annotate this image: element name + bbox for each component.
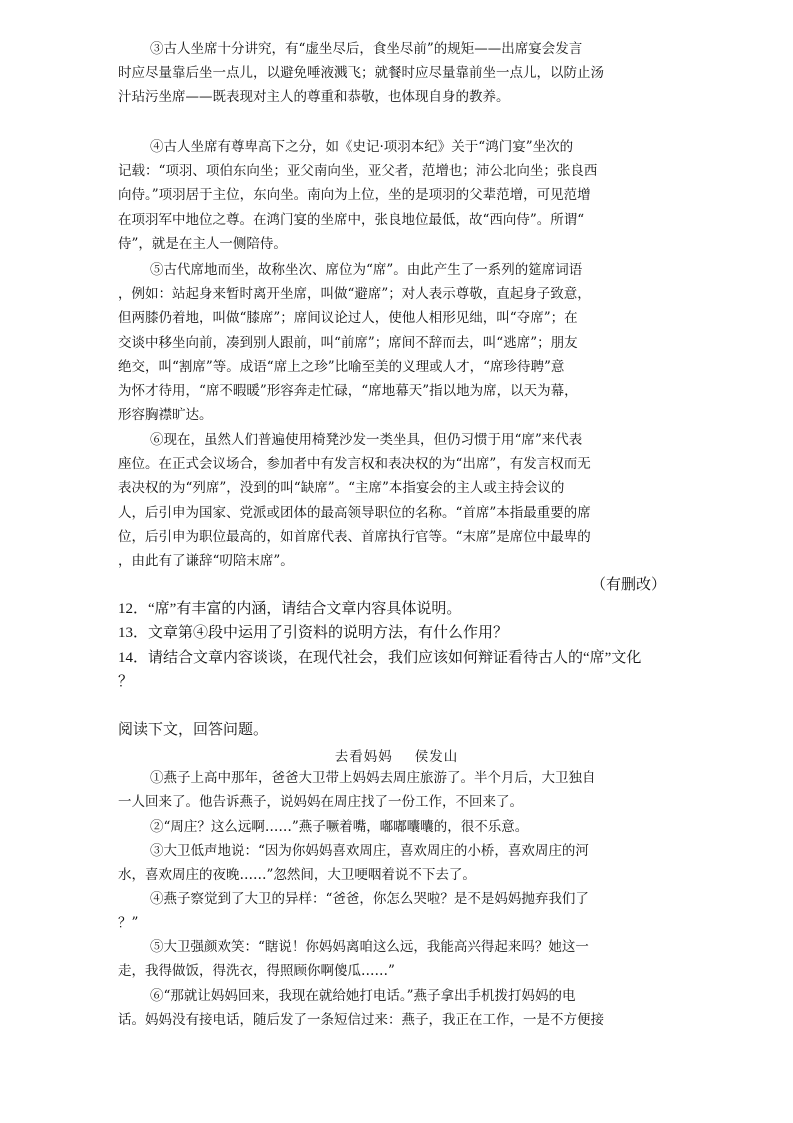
text-line: 为怀才待用，“席不暇暖”形容奔走忙碌，“席地幕天”指以地为席，以天为幕， — [118, 383, 578, 400]
text-line: ⑥现在，虽然人们普遍使用椅凳沙发一类坐具，但仍习惯于用“席”来代表 — [150, 432, 583, 448]
story-author: 侯发山 — [414, 749, 459, 765]
text-line: 水，喜欢周庄的夜晚……”忽然间，大卫哽咽着说不下去了。 — [118, 867, 476, 884]
text-line: 向侍。”项羽居于主位，东向坐。南向为上位，坐的是项羽的父辈范增，可见范增 — [118, 187, 591, 204]
text-line: 在项羽军中地位之尊。在鸿门宴的坐席中，张良地位最低，故“西向侍”。所谓“ — [118, 211, 585, 228]
article-paragraph-5 — [118, 258, 666, 427]
article-paragraph-6 — [118, 428, 666, 573]
story-title — [0, 745, 793, 765]
text-line: 位，后引申为职位最高的，如首席代表、首席执行官等。“末席”是席位中最卑的 — [118, 528, 591, 545]
text-line: 一人回来了。他告诉燕子，说妈妈在周庄找了一份工作，不回来了。 — [118, 794, 523, 811]
section-intro: 阅读下文，回答问题。 — [118, 722, 269, 738]
text-line: 时应尽量靠后坐一点儿，以避免唾液溅飞；就餐时应尽量靠前坐一点儿，以防止汤 — [118, 65, 604, 82]
article-paragraph-3 — [118, 37, 666, 110]
text-line: ，例如：站起身来暂时离开坐席，叫做“避席”；对人表示尊敬，直起身子致意， — [118, 286, 591, 303]
text-line: 绝交，叫“割席”等。成语“席上之珍”比喻至美的义理或人才，“席珍待聘”意 — [118, 358, 565, 375]
source-note: （有删改） — [590, 577, 666, 593]
text-line: 侍”，就是在主人一侧陪侍。 — [118, 235, 287, 252]
text-line: ④古人坐席有尊卑高下之分，如《史记·项羽本纪》关于“鸿门宴”坐次的 — [150, 139, 574, 155]
story-paragraph-5 — [118, 935, 666, 983]
text-line: ？” — [118, 915, 139, 932]
question-14-continued: ？ — [118, 674, 134, 690]
text-line: 记载：“项羽、项伯东向坐；亚父南向坐，亚父者，范增也；沛公北向坐；张良西 — [118, 163, 598, 180]
text-line: ④燕子察觉到了大卫的异样：“爸爸，你怎么哭啦？是不是妈妈抛弃我们了 — [150, 891, 589, 907]
text-line: 话。妈妈没有接电话，随后发了一条短信过来：燕子，我正在工作，一是不方便接 — [118, 1012, 604, 1029]
text-line: ⑤古代席地而坐，故称坐次、席位为“席”。由此产生了一系列的筵席词语 — [150, 262, 583, 278]
text-line: 人，后引申为国家、党派或团体的最高领导职位的名称。“首席”本指最重要的席 — [118, 504, 591, 521]
story-title-text: 去看妈妈 — [334, 749, 393, 765]
text-line: ⑤大卫强颜欢笑：“瞎说！你妈妈离咱这么远，我能高兴得起来吗？她这一 — [150, 939, 589, 955]
story-paragraph-6 — [118, 984, 666, 1032]
text-line: 但两膝仍着地，叫做“膝席”；席间议论过人，使他人相形见绌，叫“夺席”；在 — [118, 310, 578, 327]
text-line: 交谈中移坐向前，凑到别人跟前，叫“前席”；席间不辞而去，叫“逃席”；朋友 — [118, 334, 578, 351]
question-12: 12．“席”有丰富的内涵，请结合文章内容具体说明。 — [118, 601, 462, 617]
question-14: 14．请结合文章内容谈谈，在现代社会，我们应该如何辩证看待古人的“席”文化 — [118, 650, 642, 666]
text-line: ⑥“那就让妈妈回来，我现在就给她打电话。”燕子拿出手机拨打妈妈的电 — [150, 988, 576, 1004]
story-paragraph-2 — [118, 815, 666, 839]
text-line: 走，我得做饭，得洗衣，得照顾你啊傻瓜……” — [118, 963, 395, 980]
text-line: ③大卫低声地说：“因为你妈妈喜欢周庄，喜欢周庄的小桥，喜欢周庄的河 — [150, 843, 589, 859]
text-line: ③古人坐席十分讲究，有“虚坐尽后，食坐尽前”的规矩——出席宴会发言 — [150, 41, 583, 57]
story-paragraph-4 — [118, 887, 666, 935]
story-paragraph-3 — [118, 839, 666, 887]
text-line: 座位。在正式会议场合，参加者中有发言权和表决权的为“出席”，有发言权而无 — [118, 456, 591, 473]
text-line: 形容胸襟旷达。 — [118, 407, 213, 424]
text-line: ①燕子上高中那年，爸爸大卫带上妈妈去周庄旅游了。半个月后，大卫独自 — [150, 770, 596, 786]
text-line: 汁玷污坐席——既表现对主人的尊重和恭敬，也体现自身的教养。 — [118, 89, 510, 106]
question-13: 13．文章第④段中运用了引资料的说明方法，有什么作用？ — [118, 625, 509, 641]
text-line: ，由此有了谦辞“叨陪末席”。 — [118, 553, 294, 570]
text-line: 表决权的为“列席”，没到的叫“缺席”。“主席”本指宴会的主人或主持会议的 — [118, 480, 565, 497]
article-paragraph-4 — [118, 135, 666, 256]
story-paragraph-1 — [118, 766, 666, 814]
text-line: ②“周庄？这么远啊……”燕子噘着嘴，嘟嘟囔囔的，很不乐意。 — [150, 819, 529, 835]
